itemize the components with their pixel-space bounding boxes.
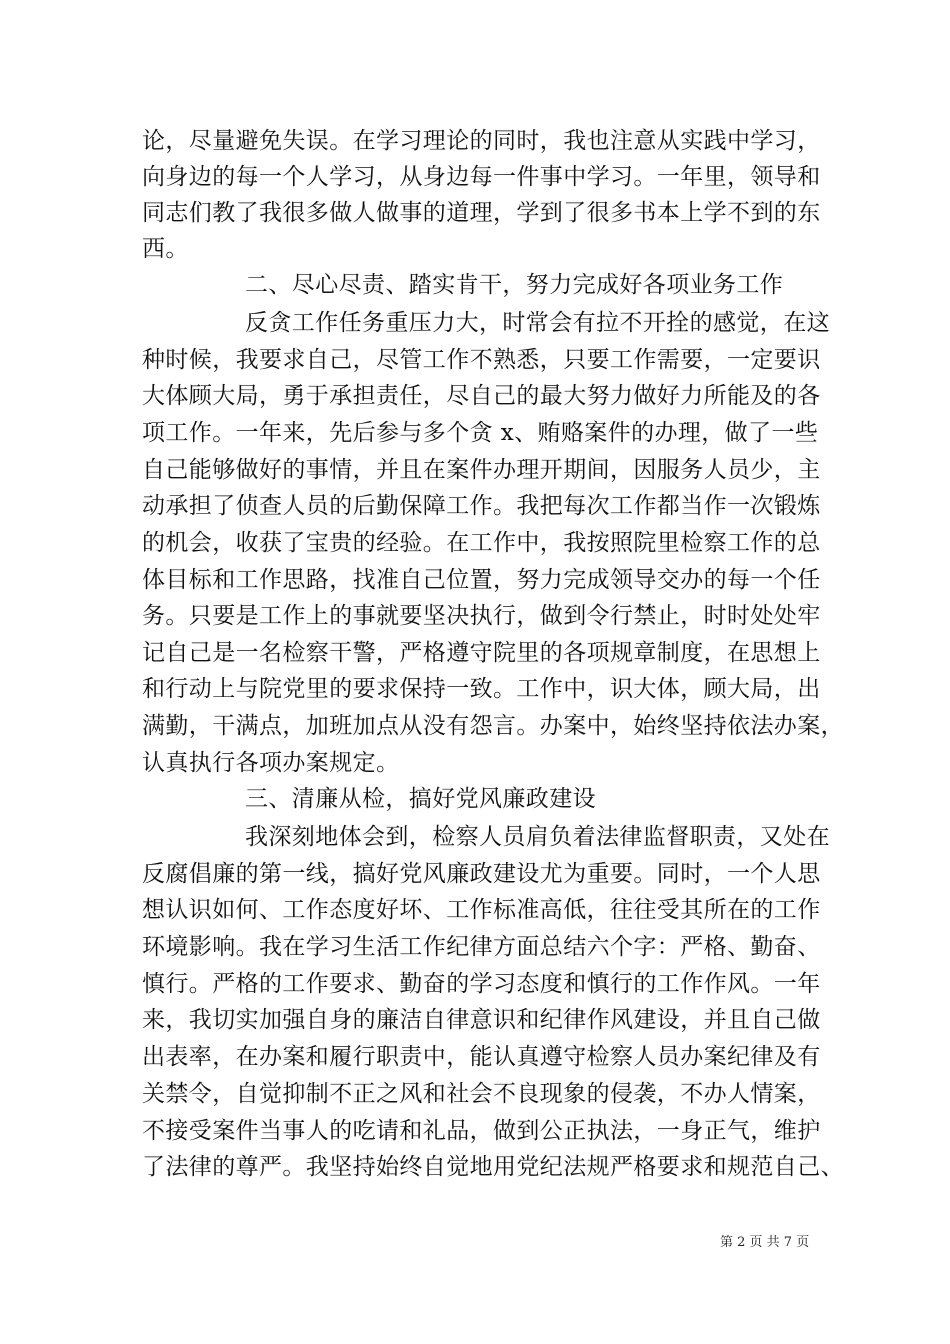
text-line: 不接受案件当事人的吃请和礼品，做到公正执法，一身正气，维护 [142, 1118, 821, 1144]
text-line: 自己能够做好的事情，并且在案件办理开期间，因服务人员少，主 [142, 457, 821, 483]
text-line: 关禁令，自觉抑制不正之风和社会不良现象的侵袭，不办人情案， [142, 1081, 821, 1107]
text-line: 反腐倡廉的第一线，搞好党风廉政建设尤为重要。同时，一个人思 [142, 861, 821, 887]
page-number-footer: 第 2 页 共 7 页 [720, 1235, 810, 1250]
text-line: 项工作。一年来，先后参与多个贪 x、贿赂案件的办理，做了一些 [142, 420, 819, 446]
section-heading-3: 三、清廉从检，搞好党风廉政建设 [245, 786, 596, 812]
text-line: 反贪工作任务重压力大，时常会有拉不开拴的感觉，在这 [245, 310, 830, 336]
text-line: 慎行。严格的工作要求、勤奋的学习态度和慎行的工作作风。一年 [142, 971, 821, 997]
text-line: 的机会，收获了宝贵的经验。在工作中，我按照院里检察工作的总 [142, 530, 821, 556]
text-line: 认真执行各项办案规定。 [142, 750, 400, 776]
text-line: 了法律的尊严。我坚持始终自觉地用党纪法规严格要求和规范自己、 [142, 1154, 844, 1180]
text-line: 想认识如何、工作态度好坏、工作标准高低，往往受其所在的工作 [142, 897, 821, 923]
text-line: 满勤，干满点，加班加点从没有怨言。办案中，始终坚持依法办案， [142, 713, 844, 739]
text-line: 论，尽量避免失误。在学习理论的同时，我也注意从实践中学习， [142, 128, 821, 154]
text-line: 出表率，在办案和履行职责中，能认真遵守检察人员办案纪律及有 [142, 1044, 821, 1070]
text-line: 种时候，我要求自己，尽管工作不熟悉，只要工作需要，一定要识 [142, 347, 821, 373]
text-line: 我深刻地体会到，检察人员肩负着法律监督职责，又处在 [245, 824, 830, 850]
section-heading-2: 二、尽心尽责、踏实肯干，努力完成好各项业务工作 [245, 272, 784, 298]
text-line: 体目标和工作思路，找准自己位置，努力完成领导交办的每一个任 [142, 567, 821, 593]
text-line: 西。 [142, 236, 189, 262]
text-line: 记自己是一名检察干警，严格遵守院里的各项规章制度，在思想上 [142, 640, 821, 666]
text-line: 务。只要是工作上的事就要坚决执行，做到令行禁止，时时处处牢 [142, 603, 821, 629]
text-line: 环境影响。我在学习生活工作纪律方面总结六个字：严格、勤奋、 [142, 934, 821, 960]
text-line: 大体顾大局，勇于承担责任，尽自己的最大努力做好力所能及的各 [142, 383, 821, 409]
text-line: 动承担了侦查人员的后勤保障工作。我把每次工作都当作一次锻炼 [142, 493, 821, 519]
text-line: 同志们教了我很多做人做事的道理，学到了很多书本上学不到的东 [142, 200, 821, 226]
text-line: 向身边的每一个人学习，从身边每一件事中学习。一年里，领导和 [142, 164, 821, 190]
text-line: 和行动上与院党里的要求保持一致。工作中，识大体，顾大局，出 [142, 676, 821, 702]
text-line: 来，我切实加强自身的廉洁自律意识和纪律作风建设，并且自己做 [142, 1007, 821, 1033]
